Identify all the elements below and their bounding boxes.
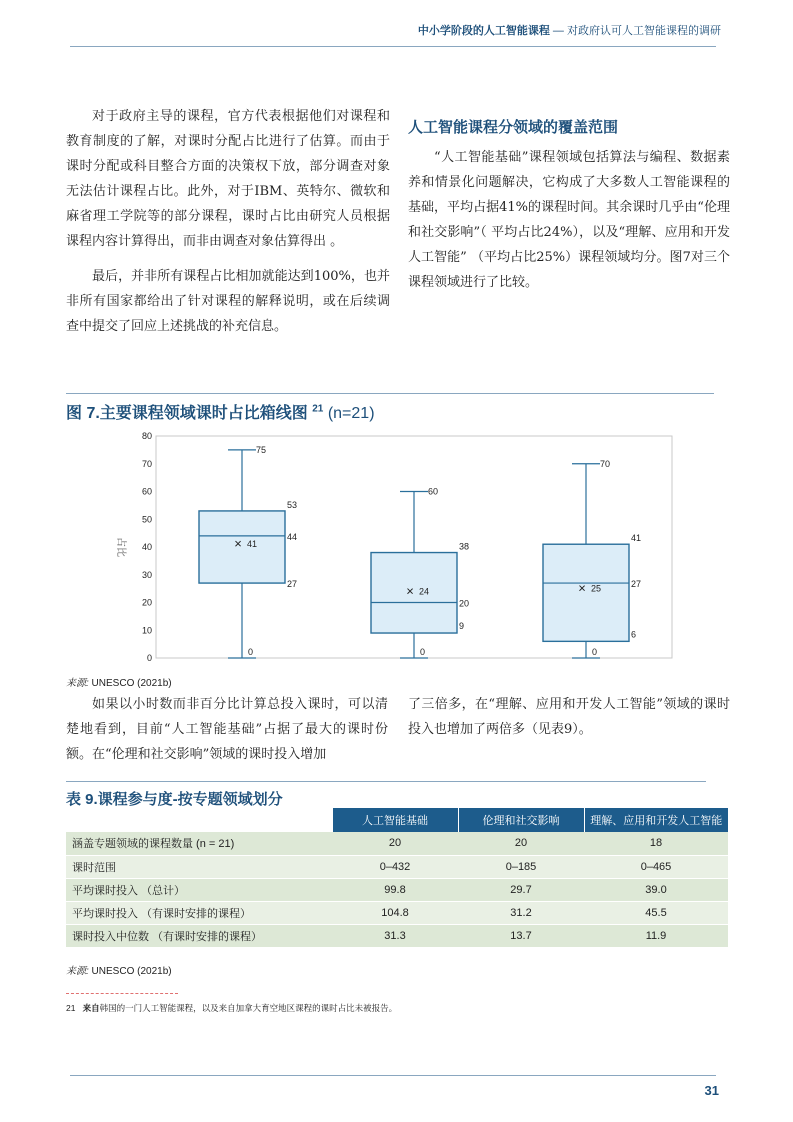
footnote-number: 21 [66,1003,76,1013]
q1-label: 6 [631,629,637,640]
figure-title-text: 图 7.主要课程领域课时占比箱线图 [66,405,308,422]
table-cell: 39.0 [584,878,728,901]
section-heading: 人工智能课程分领域的覆盖范围 [408,119,619,136]
median-label: 27 [631,579,642,590]
page-number: 31 [704,1083,719,1098]
mean-marker: × [406,583,414,599]
header-rule [70,46,716,47]
max-label: 60 [428,486,439,497]
table-cell: 13.7 [458,924,584,947]
right-column [408,116,730,305]
table-cell: 45.5 [584,901,728,924]
table-row [66,924,728,947]
table-row [66,878,728,901]
box-iqr [543,544,629,641]
figure-source [66,674,172,689]
min-label: 0 [420,647,426,657]
row-label: 课时投入中位数 （有课时安排的课程） [66,924,332,947]
table-cell: 20 [458,832,584,855]
median-label: 20 [459,598,470,609]
y-tick-label: 0 [146,653,152,663]
figure-n-label: (n=21) [327,405,375,422]
table-row [66,901,728,924]
boxplot-chart [66,420,726,670]
y-tick-label: 50 [141,514,152,525]
y-tick-label: 10 [141,625,152,636]
table-cell: 0–465 [584,855,728,878]
y-axis-label: 占比 [115,537,126,557]
footnote-rule [66,993,178,994]
y-tick-label: 20 [141,597,152,608]
running-header [418,22,721,38]
table-rule [66,781,706,782]
box-iqr [199,511,285,583]
min-label: 0 [248,647,254,657]
engagement-table [66,808,728,948]
table-cell: 31.3 [332,924,458,947]
table-cell: 99.8 [332,878,458,901]
row-label: 平均课时投入 （有课时安排的课程） [66,901,332,924]
footnote-text: 韩国的一门人工智能课程，以及来自加拿大育空地区课程的课时占比未被报告。 [99,1003,398,1013]
footnote [66,1002,397,1014]
y-tick-label: 80 [141,431,152,441]
figure-rule [66,393,714,394]
table-cell: 18 [584,832,728,855]
y-tick-label: 70 [141,458,152,469]
header-subtitle: 对政府认可人工智能课程的调研 [567,25,721,37]
table-header-cell: 理解、应用和开发人工智能 [584,808,728,832]
left-paragraph-2: 最后，并非所有课程占比相加就能达到100%，也并非所有国家都给出了针对课程的解释说明，或在后续调查中提交了回应上述挑战的补充信息。 [66,269,390,334]
row-label: 课时范围 [66,855,332,878]
left-paragraph-1: 对于政府主导的课程，官方代表根据他们对课程和教育制度的了解，对课时分配占比进行了估算。而由于课时分配或科目整合方面的决策权下放，部分调查对象无法估计课程占比。此外，对于IBM、英特尔、微软和麻省理工学院等的部分课程，课时占比由研究人员根据课程内容计算得出，而非由调查对象估算得出 。 [66,109,390,249]
table-row [66,832,728,855]
figure-source-text: UNESCO (2021b) [88,678,172,689]
footnote-bold: 来自 [82,1003,100,1013]
figure-source-label: 来源: [66,678,89,689]
table-cell: 20 [332,832,458,855]
header-separator: — [549,25,567,37]
table-header-cell: 伦理和社交影响 [458,808,584,832]
table-header-row [66,808,728,832]
row-label: 平均课时投入 （总计） [66,878,332,901]
y-tick-label: 30 [141,569,152,580]
q3-label: 41 [631,533,642,544]
table-title: 表 9.课程参与度-按专题领域划分 [66,791,283,808]
table-header-blank [66,808,332,832]
left-column [66,104,390,349]
table-cell: 104.8 [332,901,458,924]
q1-label: 27 [287,579,298,590]
row-label: 涵盖专题领域的课程数量 (n = 21) [66,832,332,855]
footer-rule [70,1075,716,1076]
max-label: 70 [600,458,611,469]
y-tick-label: 40 [141,542,152,552]
middle-right-column [408,692,730,742]
q3-label: 38 [459,541,470,552]
table-source-text: UNESCO (2021b) [88,966,172,977]
table-source [66,962,172,977]
middle-left-paragraph: 如果以小时数而非百分比计算总投入课时，可以清楚地看到，目前“人工智能基础”占据了最大的课时份额。在“伦理和社交影响”领域的课时投入增加 [66,697,388,762]
mean-marker: × [234,536,242,552]
figure-footnote-ref: 21 [312,403,324,415]
median-label: 44 [287,531,298,542]
mean-label: 25 [591,583,602,594]
middle-left-column [66,692,388,767]
max-label: 75 [256,444,267,455]
table-source-label: 来源: [66,966,89,977]
table-cell: 29.7 [458,878,584,901]
table-row [66,855,728,878]
middle-right-paragraph: 了三倍多，在“理解、应用和开发人工智能”领域的课时投入也增加了两倍多（见表9）。 [408,697,730,737]
header-title: 中小学阶段的人工智能课程 [417,25,550,37]
mean-label: 24 [419,586,430,597]
table-cell: 0–432 [332,855,458,878]
box-iqr [371,553,457,633]
q1-label: 9 [459,621,465,632]
q3-label: 53 [287,499,298,510]
min-label: 0 [592,647,598,657]
right-paragraph: “人工智能基础”课程领域包括算法与编程、数据素养和情景化问题解决，它构成了大多数人工智能课程的基础，平均占据41%的课程时间。其余课时几乎由“伦理和社交影响”（ 平均占比24%），以及“理解、应用和开发人工智能” （平均占比25%）课程领域均分。图7对三个课程领域进行了比较。 [408,150,730,290]
table-cell: 0–185 [458,855,584,878]
table-cell: 11.9 [584,924,728,947]
table-cell: 31.2 [458,901,584,924]
mean-label: 41 [247,539,258,550]
y-tick-label: 60 [141,486,152,497]
table-header-cell: 人工智能基础 [332,808,458,832]
mean-marker: × [578,580,586,596]
